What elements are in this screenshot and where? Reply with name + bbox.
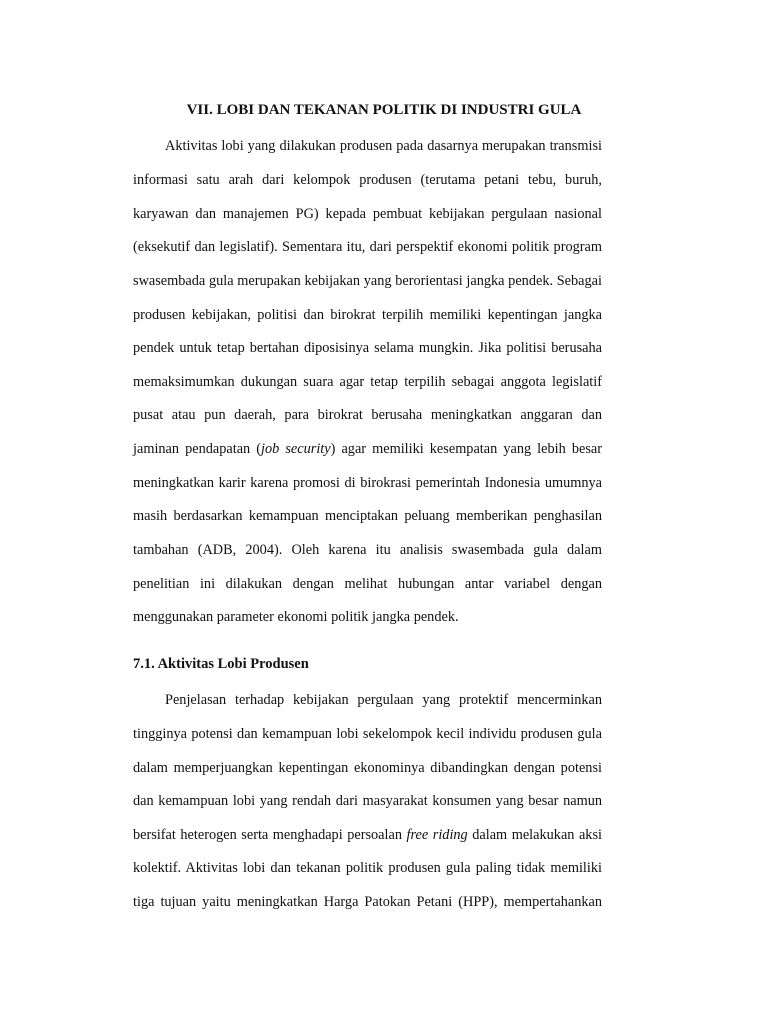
paragraph-line: dalam memperjuangkan kepentingan ekonominya dibandingkan dengan potensi: [133, 760, 602, 776]
paragraph-line: masih berdasarkan kemampuan menciptakan peluang memberikan penghasilan: [133, 508, 602, 524]
text-segment: bersifat heterogen serta menghadapi persoalan: [133, 827, 407, 843]
paragraph-line: memaksimumkan dukungan suara agar tetap terpilih sebagai anggota legislatif: [133, 374, 602, 390]
text-segment: jaminan pendapatan (: [133, 441, 262, 457]
paragraph-line: tiga tujuan yaitu meningkatkan Harga Patokan Petani (HPP), mempertahankan: [133, 894, 602, 910]
paragraph-line: dan kemampuan lobi yang rendah dari masyarakat konsumen yang besar namun: [133, 793, 602, 809]
paragraph-line: pusat atau pun daerah, para birokrat berusaha meningkatkan anggaran dan: [133, 407, 602, 423]
italic-term: job security: [261, 441, 331, 457]
paragraph-line: karyawan dan manajemen PG) kepada pembuat kebijakan pergulaan nasional: [133, 206, 602, 222]
paragraph-line: kolektif. Aktivitas lobi dan tekanan politik produsen gula paling tidak memiliki: [133, 860, 602, 876]
paragraph-line: informasi satu arah dari kelompok produsen (terutama petani tebu, buruh,: [133, 172, 602, 188]
section-heading: 7.1. Aktivitas Lobi Produsen: [133, 656, 309, 672]
paragraph-line: Aktivitas lobi yang dilakukan produsen pada dasarnya merupakan transmisi: [165, 138, 602, 154]
paragraph-line: produsen kebijakan, politisi dan birokrat terpilih memiliki kepentingan jangka: [133, 307, 602, 323]
paragraph-line: Penjelasan terhadap kebijakan pergulaan yang protektif mencerminkan: [165, 692, 602, 708]
text-segment: ) agar memiliki kesempatan yang lebih besar: [330, 441, 602, 457]
paragraph-line: swasembada gula merupakan kebijakan yang berorientasi jangka pendek. Sebagai: [133, 273, 602, 289]
chapter-title: VII. LOBI DAN TEKANAN POLITIK DI INDUSTRI GULA: [186, 102, 582, 118]
paragraph-line-with-italic: [133, 825, 602, 845]
paragraph-line: tingginya potensi dan kemampuan lobi sekelompok kecil individu produsen gula: [133, 726, 602, 742]
text-segment: dalam melakukan aksi: [467, 827, 602, 843]
paragraph-line: menggunakan parameter ekonomi politik jangka pendek.: [133, 609, 459, 625]
paragraph-line: pendek untuk tetap bertahan diposisinya selama mungkin. Jika politisi berusaha: [133, 340, 602, 356]
paragraph-line: penelitian ini dilakukan dengan melihat hubungan antar variabel dengan: [133, 576, 602, 592]
paragraph-line: tambahan (ADB, 2004). Oleh karena itu analisis swasembada gula dalam: [133, 542, 602, 558]
italic-term: free riding: [406, 827, 468, 843]
paragraph-line: meningkatkan karir karena promosi di birokrasi pemerintah Indonesia umumnya: [133, 475, 602, 491]
paragraph-line-with-italic: [133, 439, 602, 459]
paragraph-line: (eksekutif dan legislatif). Sementara itu, dari perspektif ekonomi politik program: [133, 239, 602, 255]
